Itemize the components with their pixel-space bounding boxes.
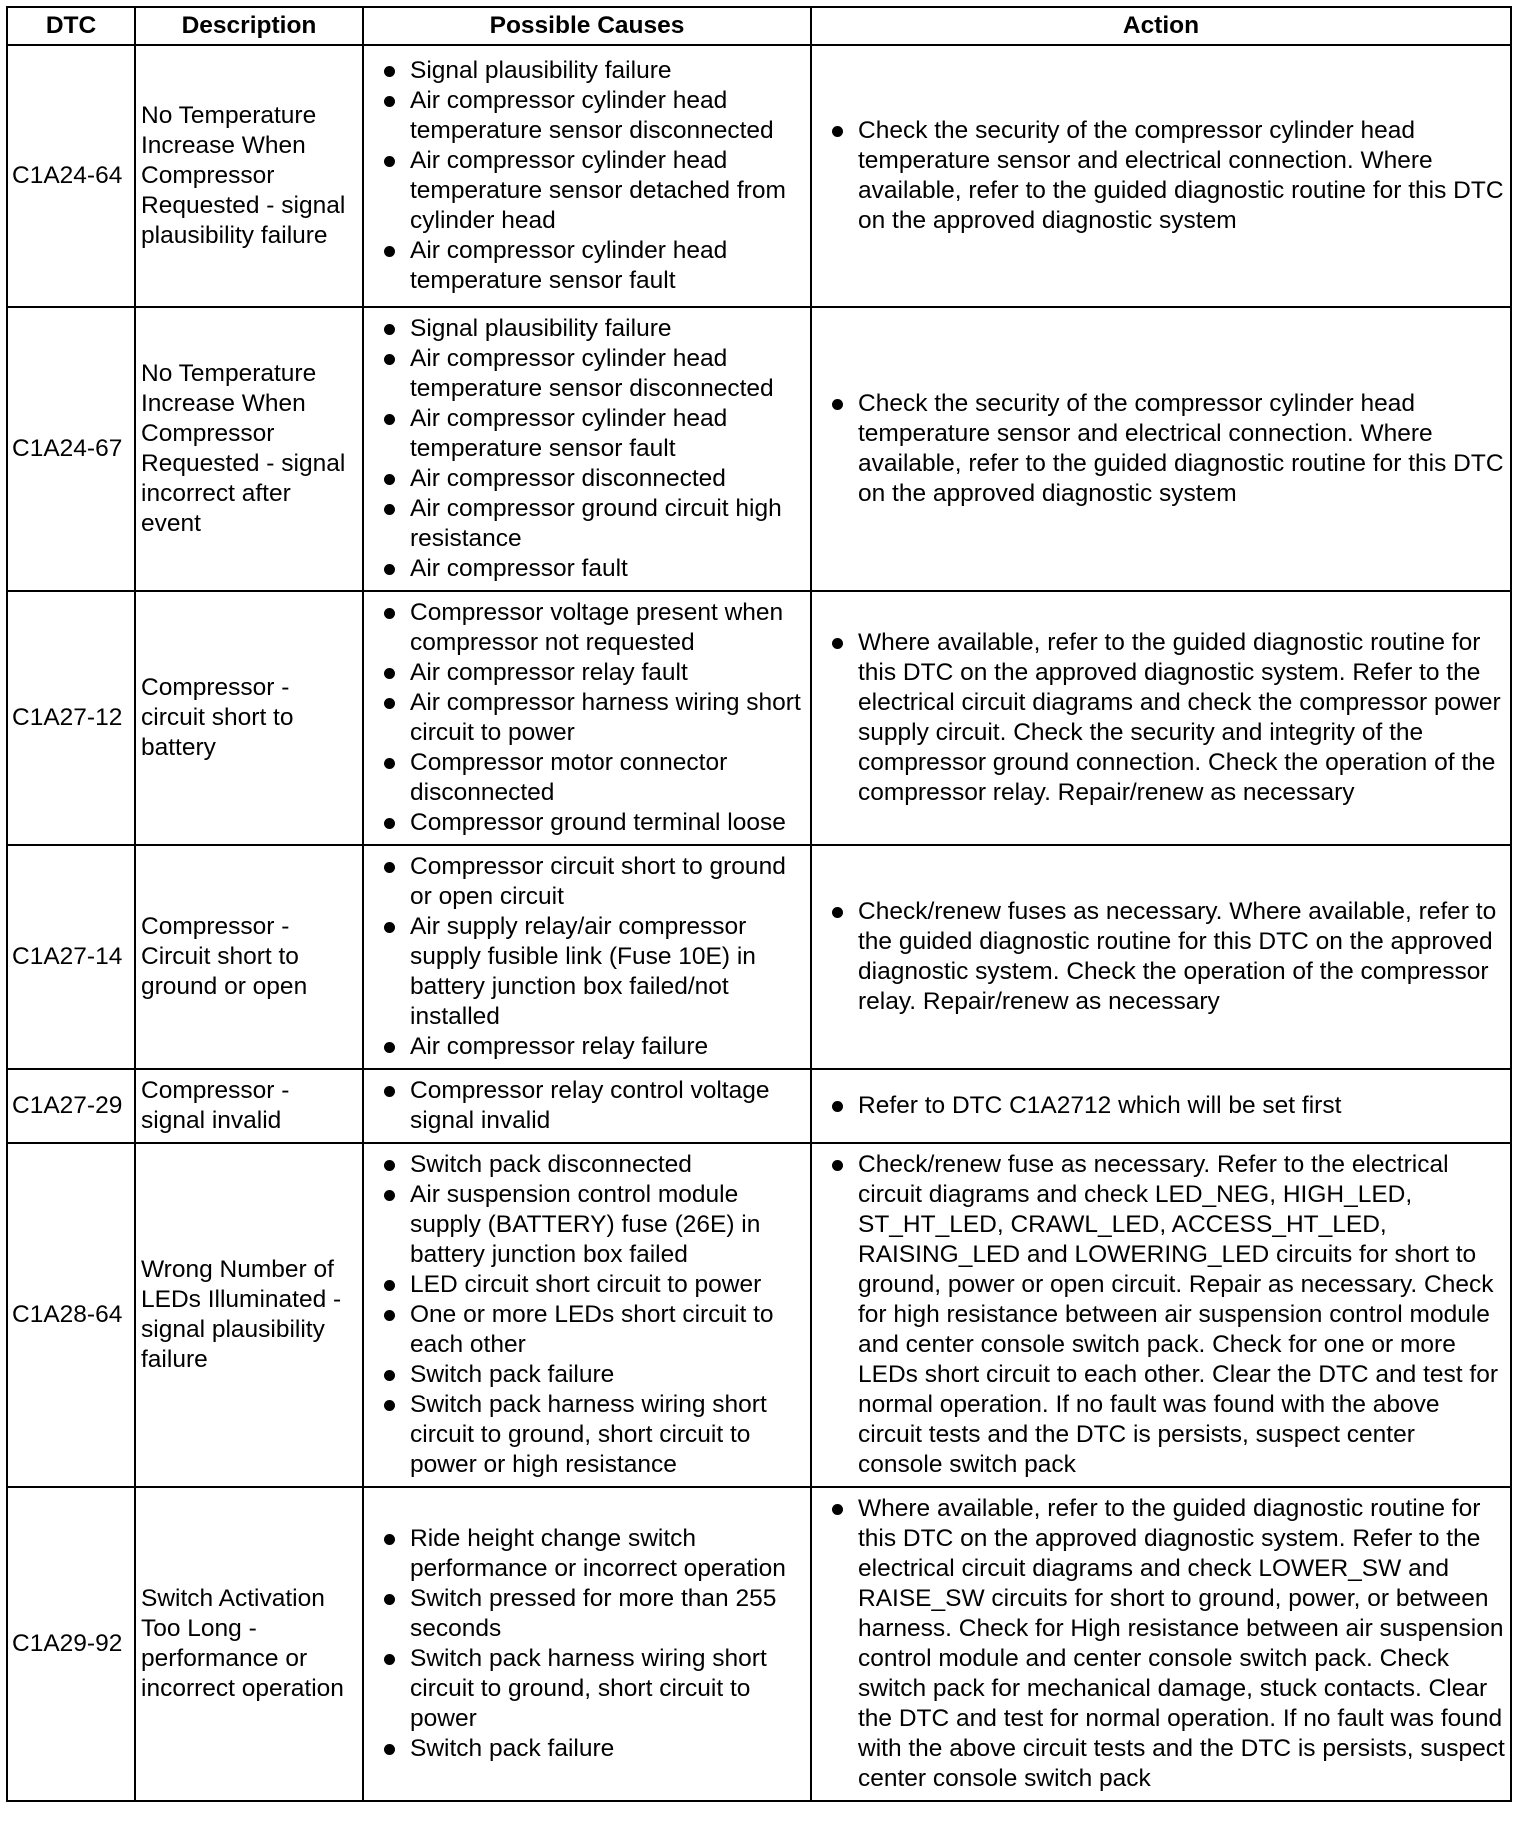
action bbox=[811, 1069, 1511, 1143]
cause-item: Air compressor harness wiring short circuit to power bbox=[368, 688, 806, 748]
cause-item: Switch pack harness wiring short circuit to ground, short circuit to power or high resistance bbox=[368, 1390, 806, 1480]
causes-list bbox=[368, 852, 806, 1062]
cause-item: Ride height change switch performance or incorrect operation bbox=[368, 1524, 806, 1584]
cause-item: Air compressor ground circuit high resistance bbox=[368, 494, 806, 554]
causes-list bbox=[368, 56, 806, 296]
table-row bbox=[7, 45, 1511, 307]
cause-item: Air compressor cylinder head temperature sensor disconnected bbox=[368, 86, 806, 146]
cause-item: Air compressor disconnected bbox=[368, 464, 806, 494]
action-item: Check/renew fuses as necessary. Where available, refer to the guided diagnostic routine for this DTC on the approved diagnostic system. Check the operation of the compressor relay. Repair/renew as necessary bbox=[816, 897, 1506, 1017]
possible-causes bbox=[363, 45, 811, 307]
header-causes: Possible Causes bbox=[363, 7, 811, 45]
dtc-code: C1A27-12 bbox=[7, 591, 135, 845]
cause-item: Switch pack failure bbox=[368, 1734, 806, 1764]
dtc-code: C1A29-92 bbox=[7, 1487, 135, 1801]
cause-item: Air compressor cylinder head temperature sensor disconnected bbox=[368, 344, 806, 404]
cause-item: Air supply relay/air compressor supply fusible link (Fuse 10E) in battery junction box failed/not installed bbox=[368, 912, 806, 1032]
dtc-description: Compressor - signal invalid bbox=[135, 1069, 363, 1143]
causes-list bbox=[368, 1150, 806, 1480]
cause-item: One or more LEDs short circuit to each other bbox=[368, 1300, 806, 1360]
table-row bbox=[7, 591, 1511, 845]
action-item: Where available, refer to the guided diagnostic routine for this DTC on the approved diagnostic system. Refer to the electrical circuit diagrams and check the compressor power supply circuit. Check the security and integrity of the compressor ground connection. Check the operation of the compressor relay. Repair/renew as necessary bbox=[816, 628, 1506, 808]
action-item: Refer to DTC C1A2712 which will be set first bbox=[816, 1091, 1506, 1121]
cause-item: Air compressor cylinder head temperature sensor fault bbox=[368, 404, 806, 464]
table-row bbox=[7, 1143, 1511, 1487]
action-item: Check the security of the compressor cylinder head temperature sensor and electrical connection. Where available, refer to the guided diagnostic routine for this DTC on the approved diagnostic system bbox=[816, 116, 1506, 236]
possible-causes bbox=[363, 591, 811, 845]
action bbox=[811, 1143, 1511, 1487]
header-dtc: DTC bbox=[7, 7, 135, 45]
cause-item: Air suspension control module supply (BATTERY) fuse (26E) in battery junction box failed bbox=[368, 1180, 806, 1270]
action-item: Where available, refer to the guided diagnostic routine for this DTC on the approved diagnostic system. Refer to the electrical circuit diagrams and check LOWER_SW and RAISE_SW circuits for short to ground, power, or between harness. Check for High resistance between air suspension control module and center console switch pack. Check switch pack for mechanical damage, stuck contacts. Clear the DTC and test for normal operation. If no fault was found with the above circuit tests and the DTC is persists, suspect center console switch pack bbox=[816, 1494, 1506, 1794]
cause-item: Compressor ground terminal loose bbox=[368, 808, 806, 838]
action bbox=[811, 45, 1511, 307]
action bbox=[811, 845, 1511, 1069]
cause-item: Compressor motor connector disconnected bbox=[368, 748, 806, 808]
cause-item: LED circuit short circuit to power bbox=[368, 1270, 806, 1300]
causes-list bbox=[368, 598, 806, 838]
dtc-description: Switch Activation Too Long - performance or incorrect operation bbox=[135, 1487, 363, 1801]
action bbox=[811, 591, 1511, 845]
dtc-description: Wrong Number of LEDs Illuminated - signal plausibility failure bbox=[135, 1143, 363, 1487]
cause-item: Signal plausibility failure bbox=[368, 314, 806, 344]
dtc-code: C1A27-29 bbox=[7, 1069, 135, 1143]
possible-causes bbox=[363, 1143, 811, 1487]
cause-item: Signal plausibility failure bbox=[368, 56, 806, 86]
header-description: Description bbox=[135, 7, 363, 45]
dtc-code: C1A24-67 bbox=[7, 307, 135, 591]
cause-item: Air compressor relay failure bbox=[368, 1032, 806, 1062]
action-list bbox=[816, 1494, 1506, 1794]
action bbox=[811, 1487, 1511, 1801]
causes-list bbox=[368, 1524, 806, 1764]
cause-item: Compressor circuit short to ground or open circuit bbox=[368, 852, 806, 912]
table-row bbox=[7, 307, 1511, 591]
possible-causes bbox=[363, 1487, 811, 1801]
dtc-description: Compressor - Circuit short to ground or open bbox=[135, 845, 363, 1069]
action-list bbox=[816, 897, 1506, 1017]
cause-item: Air compressor relay fault bbox=[368, 658, 806, 688]
dtc-description: Compressor - circuit short to battery bbox=[135, 591, 363, 845]
cause-item: Air compressor fault bbox=[368, 554, 806, 584]
cause-item: Compressor voltage present when compressor not requested bbox=[368, 598, 806, 658]
causes-list bbox=[368, 1076, 806, 1136]
header-action: Action bbox=[811, 7, 1511, 45]
dtc-code: C1A24-64 bbox=[7, 45, 135, 307]
cause-item: Air compressor cylinder head temperature sensor fault bbox=[368, 236, 806, 296]
dtc-table bbox=[6, 6, 1512, 1802]
table-body bbox=[7, 45, 1511, 1801]
action-list bbox=[816, 1091, 1506, 1121]
cause-item: Compressor relay control voltage signal invalid bbox=[368, 1076, 806, 1136]
dtc-description: No Temperature Increase When Compressor Requested - signal incorrect after event bbox=[135, 307, 363, 591]
dtc-code: C1A28-64 bbox=[7, 1143, 135, 1487]
cause-item: Switch pressed for more than 255 seconds bbox=[368, 1584, 806, 1644]
action-list bbox=[816, 116, 1506, 236]
action bbox=[811, 307, 1511, 591]
dtc-code: C1A27-14 bbox=[7, 845, 135, 1069]
cause-item: Switch pack disconnected bbox=[368, 1150, 806, 1180]
dtc-description: No Temperature Increase When Compressor Requested - signal plausibility failure bbox=[135, 45, 363, 307]
possible-causes bbox=[363, 1069, 811, 1143]
cause-item: Switch pack failure bbox=[368, 1360, 806, 1390]
causes-list bbox=[368, 314, 806, 584]
table-row bbox=[7, 1487, 1511, 1801]
cause-item: Air compressor cylinder head temperature sensor detached from cylinder head bbox=[368, 146, 806, 236]
action-item: Check the security of the compressor cylinder head temperature sensor and electrical connection. Where available, refer to the guided diagnostic routine for this DTC on the approved diagnostic system bbox=[816, 389, 1506, 509]
possible-causes bbox=[363, 845, 811, 1069]
action-list bbox=[816, 1150, 1506, 1480]
action-list bbox=[816, 628, 1506, 808]
possible-causes bbox=[363, 307, 811, 591]
action-item: Check/renew fuse as necessary. Refer to the electrical circuit diagrams and check LED_NEG, HIGH_LED, ST_HT_LED, CRAWL_LED, ACCESS_HT_LED, RAISING_LED and LOWERING_LED circuits for short to ground, power or open circuit. Repair as necessary. Check for high resistance between air suspension control module and center console switch pack. Check for one or more LEDs short circuit to each other. Clear the DTC and test for normal operation. If no fault was found with the above circuit tests and the DTC is persists, suspect center console switch pack bbox=[816, 1150, 1506, 1480]
action-list bbox=[816, 389, 1506, 509]
cause-item: Switch pack harness wiring short circuit to ground, short circuit to power bbox=[368, 1644, 806, 1734]
header-row bbox=[7, 7, 1511, 45]
table-row bbox=[7, 1069, 1511, 1143]
table-row bbox=[7, 845, 1511, 1069]
